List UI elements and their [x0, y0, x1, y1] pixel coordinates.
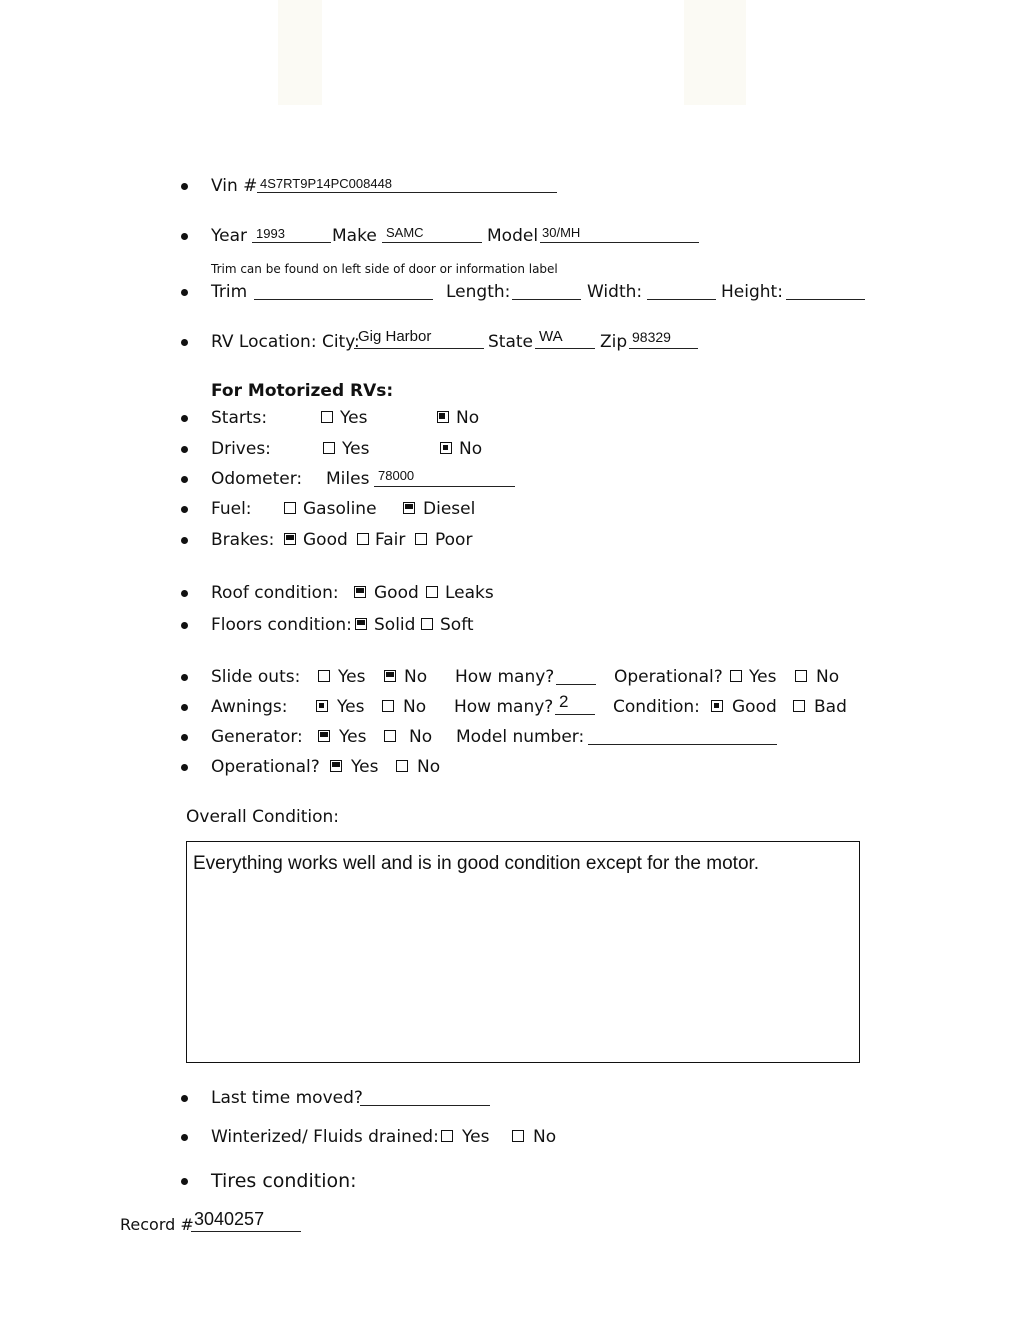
bullet — [181, 704, 188, 711]
bullet — [181, 476, 188, 483]
floors-solid-label: Solid — [374, 615, 416, 635]
winterized-yes-checkbox[interactable] — [441, 1130, 453, 1142]
scan-artifact — [278, 0, 322, 105]
zip-line[interactable] — [629, 348, 698, 349]
bullet — [181, 289, 188, 296]
generator-model-line[interactable] — [588, 744, 777, 745]
vin-label: Vin # — [211, 176, 258, 196]
winterized-yes-label: Yes — [462, 1127, 490, 1147]
tires-label: Tires condition: — [211, 1170, 357, 1192]
width-line[interactable] — [647, 299, 716, 300]
record-line[interactable] — [191, 1231, 301, 1232]
overall-condition-label: Overall Condition: — [186, 807, 340, 827]
awnings-no-label: No — [403, 697, 427, 717]
model-line[interactable] — [540, 242, 699, 243]
brakes-fair-label: Fair — [375, 530, 406, 550]
year-label: Year — [211, 226, 247, 246]
odometer-value: 78000 — [378, 468, 415, 483]
floors-label: Floors condition: — [211, 615, 352, 635]
awnings-condition-bad-label: Bad — [814, 697, 847, 717]
record-label: Record # — [120, 1215, 194, 1234]
operational-label: Operational? — [211, 757, 320, 777]
fuel-diesel-checkbox[interactable] — [403, 502, 415, 514]
record-value: 3040257 — [194, 1209, 265, 1229]
city-line[interactable] — [354, 348, 484, 349]
slideouts-operational-yes-checkbox[interactable] — [730, 670, 742, 682]
starts-no-label: No — [456, 408, 480, 428]
slideouts-operational-yes-label: Yes — [749, 667, 777, 687]
slideouts-operational-no-label: No — [816, 667, 840, 687]
starts-yes-checkbox[interactable] — [321, 411, 333, 423]
winterized-no-label: No — [533, 1127, 557, 1147]
winterized-no-checkbox[interactable] — [512, 1130, 524, 1142]
state-line[interactable] — [535, 348, 595, 349]
bullet — [181, 622, 188, 629]
drives-label: Drives: — [211, 439, 271, 459]
last-moved-line[interactable] — [360, 1105, 490, 1106]
slideouts-no-label: No — [404, 667, 428, 687]
bullet — [181, 1134, 188, 1141]
zip-value: 98329 — [632, 329, 671, 345]
awnings-howmany-value: 2 — [559, 692, 569, 711]
brakes-label: Brakes: — [211, 530, 275, 550]
length-line[interactable] — [512, 299, 581, 300]
slideouts-howmany-label: How many? — [455, 667, 555, 687]
overall-condition-text: Everything works well and is in good condition except for the motor. — [193, 853, 760, 874]
awnings-condition-bad-checkbox[interactable] — [793, 700, 805, 712]
generator-no-label: No — [409, 727, 433, 747]
awnings-howmany-line[interactable] — [555, 714, 595, 715]
brakes-poor-label: Poor — [435, 530, 473, 550]
generator-no-checkbox[interactable] — [384, 730, 396, 742]
trim-note: Trim can be found on left side of door or information label — [211, 262, 558, 276]
fuel-label: Fuel: — [211, 499, 252, 519]
drives-no-label: No — [459, 439, 483, 459]
city-label: RV Location: City: — [211, 332, 360, 352]
motorized-heading: For Motorized RVs: — [211, 381, 394, 401]
vin-value: 4S7RT9P14PC008448 — [260, 176, 393, 191]
bullet — [181, 415, 188, 422]
generator-label: Generator: — [211, 727, 303, 747]
bullet — [181, 446, 188, 453]
awnings-label: Awnings: — [211, 697, 288, 717]
drives-yes-label: Yes — [342, 439, 370, 459]
roof-good-label: Good — [374, 583, 419, 603]
brakes-good-checkbox[interactable] — [284, 533, 296, 545]
model-value: 30/MH — [542, 225, 581, 240]
generator-yes-label: Yes — [339, 727, 367, 747]
width-label: Width: — [587, 282, 643, 302]
generator-model-label: Model number: — [456, 727, 585, 747]
roof-leaks-checkbox[interactable] — [426, 586, 438, 598]
winterized-label: Winterized/ Fluids drained: — [211, 1127, 439, 1147]
last-moved-label: Last time moved? — [211, 1088, 363, 1108]
zip-label: Zip — [600, 332, 628, 352]
roof-leaks-label: Leaks — [445, 583, 494, 603]
brakes-poor-checkbox[interactable] — [415, 533, 427, 545]
awnings-condition-good-checkbox[interactable] — [711, 700, 723, 712]
floors-soft-checkbox[interactable] — [421, 618, 433, 630]
awnings-yes-label: Yes — [337, 697, 365, 717]
bullet — [181, 674, 188, 681]
slideouts-label: Slide outs: — [211, 667, 301, 687]
vin-line[interactable] — [257, 192, 557, 193]
slideouts-yes-checkbox[interactable] — [318, 670, 330, 682]
brakes-fair-checkbox[interactable] — [357, 533, 369, 545]
awnings-howmany-label: How many? — [454, 697, 554, 717]
year-line[interactable] — [252, 242, 331, 243]
state-label: State — [488, 332, 533, 352]
overall-condition-textbox[interactable] — [186, 841, 860, 1063]
operational-yes-label: Yes — [351, 757, 379, 777]
fuel-gasoline-checkbox[interactable] — [284, 502, 296, 514]
brakes-good-label: Good — [303, 530, 348, 550]
starts-yes-label: Yes — [340, 408, 368, 428]
slideouts-operational-no-checkbox[interactable] — [795, 670, 807, 682]
length-label: Length: — [446, 282, 511, 302]
drives-yes-checkbox[interactable] — [323, 442, 335, 454]
height-label: Height: — [721, 282, 783, 302]
year-value: 1993 — [256, 226, 285, 241]
bullet — [181, 183, 188, 190]
bullet — [181, 734, 188, 741]
bullet — [181, 537, 188, 544]
awnings-yes-checkbox[interactable] — [316, 700, 328, 712]
drives-no-checkbox[interactable] — [440, 442, 452, 454]
roof-label: Roof condition: — [211, 583, 339, 603]
city-value: Gig Harbor — [358, 328, 432, 345]
bullet — [181, 1095, 188, 1102]
awnings-condition-good-label: Good — [732, 697, 777, 717]
trim-label: Trim — [211, 282, 248, 302]
bullet — [181, 590, 188, 597]
state-value: WA — [539, 328, 563, 345]
floors-soft-label: Soft — [440, 615, 474, 635]
bullet — [181, 764, 188, 771]
make-value: SAMC — [386, 225, 424, 240]
bullet — [181, 506, 188, 513]
starts-label: Starts: — [211, 408, 268, 428]
starts-no-checkbox[interactable] — [437, 411, 449, 423]
slideouts-yes-label: Yes — [338, 667, 366, 687]
odometer-label: Odometer: — [211, 469, 303, 489]
operational-yes-checkbox[interactable] — [330, 760, 342, 772]
trim-line[interactable] — [254, 299, 433, 300]
roof-good-checkbox[interactable] — [354, 586, 366, 598]
bullet — [181, 1178, 188, 1185]
make-line[interactable] — [382, 242, 482, 243]
slideouts-no-checkbox[interactable] — [384, 670, 396, 682]
model-label: Model — [487, 226, 539, 246]
fuel-gasoline-label: Gasoline — [303, 499, 377, 519]
bullet — [181, 339, 188, 346]
awnings-no-checkbox[interactable] — [382, 700, 394, 712]
odometer-line[interactable] — [374, 486, 515, 487]
bullet — [181, 233, 188, 240]
fuel-diesel-label: Diesel — [423, 499, 476, 519]
floors-solid-checkbox[interactable] — [355, 618, 367, 630]
awnings-condition-label: Condition: — [613, 697, 700, 717]
operational-no-checkbox[interactable] — [396, 760, 408, 772]
operational-no-label: No — [417, 757, 441, 777]
generator-yes-checkbox[interactable] — [318, 730, 330, 742]
slideouts-operational-label: Operational? — [614, 667, 723, 687]
scan-artifact — [684, 0, 746, 105]
slideouts-howmany-line[interactable] — [556, 684, 596, 685]
height-line[interactable] — [786, 299, 865, 300]
make-label: Make — [332, 226, 377, 246]
miles-label: Miles — [326, 469, 370, 489]
